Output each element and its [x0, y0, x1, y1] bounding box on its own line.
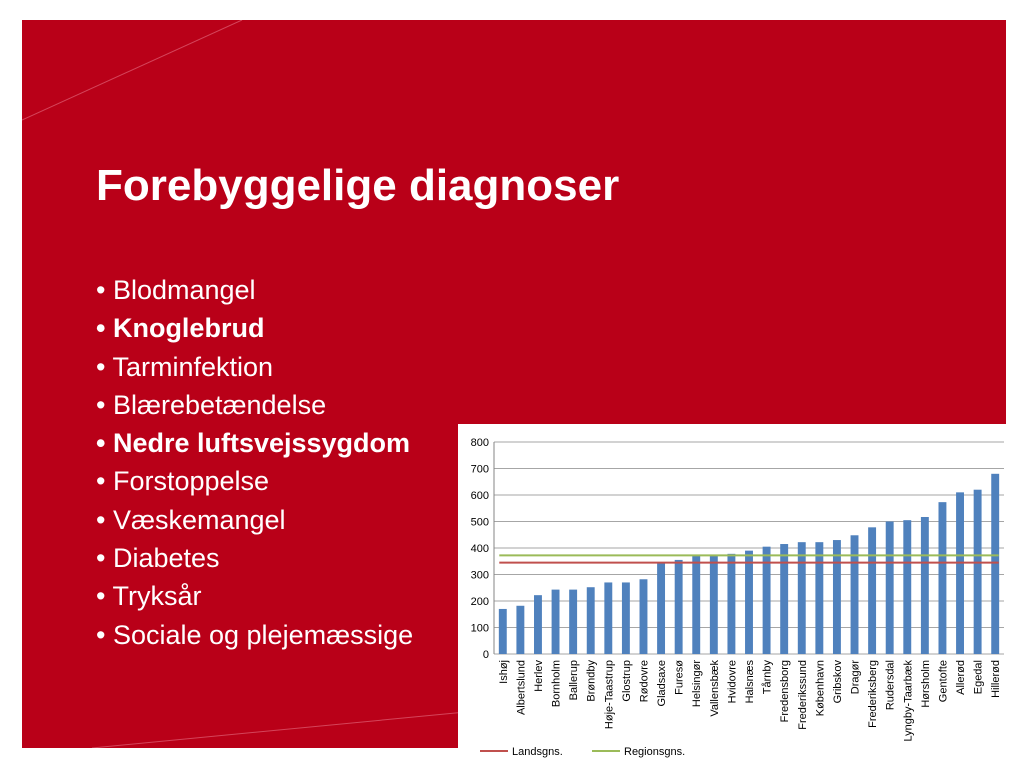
bar — [587, 587, 595, 654]
bar — [886, 522, 894, 655]
y-tick-label: 600 — [470, 490, 489, 502]
y-tick-label: 400 — [470, 543, 489, 555]
bar — [516, 606, 524, 654]
x-tick-label: Hørsholm — [919, 660, 932, 708]
legend-swatch — [480, 750, 508, 752]
x-tick-label: Rødovre — [638, 660, 651, 703]
bar — [833, 540, 841, 654]
bullet-item: • Diabetes — [96, 543, 220, 574]
bar — [692, 556, 700, 654]
bullet-item: • Tryksår — [96, 581, 202, 612]
x-tick-label: Furesø — [673, 660, 686, 695]
legend-swatch — [592, 750, 620, 752]
legend-item-regionsgns — [592, 746, 685, 758]
legend-item-landsgns — [480, 746, 563, 758]
x-tick-label: Egedal — [972, 660, 985, 695]
bullet-item: • Tarminfektion — [96, 351, 274, 382]
slide-title: Forebyggelige diagnoser — [96, 161, 620, 210]
y-tick-label: 200 — [470, 596, 489, 608]
bar — [499, 609, 507, 654]
x-tick-label: Fredensborg — [779, 660, 792, 723]
x-tick-label: Ishøj — [497, 660, 510, 684]
bar — [640, 579, 648, 654]
y-tick-label: 300 — [470, 569, 489, 582]
bar — [745, 551, 753, 654]
bar — [657, 563, 665, 654]
x-tick-label: København — [814, 660, 827, 717]
x-tick-label: Tårnby — [761, 660, 774, 695]
x-tick-label: Gribskov — [831, 660, 844, 704]
bar — [675, 560, 683, 654]
x-tick-label: Herlev — [532, 660, 545, 692]
x-tick-label: Frederiksberg — [867, 660, 880, 728]
x-tick-label: Helsingør — [691, 660, 704, 708]
y-tick-label: 800 — [470, 437, 489, 449]
x-tick-label: Gentofte — [937, 660, 950, 703]
x-tick-label: Frederikssund — [796, 660, 809, 730]
x-tick-label: Ballerup — [568, 660, 581, 701]
x-tick-label: Hillerød — [990, 660, 1003, 698]
bullet-item: • Væskemangel — [96, 504, 286, 535]
x-tick-label: Glostrup — [620, 660, 633, 702]
y-tick-label: 700 — [470, 463, 489, 476]
x-tick-label: Dragør — [849, 660, 862, 695]
x-tick-label: Bornholm — [550, 660, 563, 708]
x-tick-label: Høje-Taastrup — [603, 660, 616, 730]
bar — [727, 554, 735, 654]
bar — [974, 490, 982, 654]
y-tick-label: 0 — [482, 649, 489, 661]
bar — [569, 590, 577, 654]
bar — [868, 527, 876, 654]
bar — [552, 590, 560, 654]
legend-label: Landsgns. — [512, 746, 563, 758]
bar — [710, 556, 718, 654]
y-tick-label: 100 — [470, 622, 489, 635]
x-tick-label: Vallensbæk — [708, 660, 721, 717]
chart-panel — [458, 424, 1006, 768]
bullet-item: • Blærebetændelse — [96, 389, 327, 420]
y-tick-label: 500 — [470, 516, 489, 529]
x-tick-label: Gladsaxe — [656, 660, 669, 707]
bar — [815, 542, 823, 654]
x-tick-label: Lyngby-Taarbæk — [902, 660, 915, 742]
bar — [780, 544, 788, 654]
bar — [956, 492, 964, 654]
bar — [622, 582, 630, 654]
bar — [851, 535, 859, 654]
bullet-item: • Sociale og plejemæssige — [96, 619, 414, 650]
x-tick-label: Halsnæs — [744, 660, 756, 704]
bar — [938, 502, 946, 654]
x-tick-label: Albertslund — [515, 660, 528, 716]
legend-label: Regionsgns. — [624, 746, 686, 758]
bullet-item: • Knoglebrud — [96, 313, 265, 344]
bar — [903, 520, 911, 654]
x-tick-label: Rudersdal — [884, 660, 897, 711]
bar — [798, 542, 806, 654]
bullet-item: • Nedre luftsvejssygdom — [96, 428, 411, 459]
bar — [534, 595, 542, 654]
x-tick-label: Brøndby — [585, 660, 598, 702]
bar — [991, 474, 999, 654]
bullet-item: • Blodmangel — [96, 275, 256, 305]
bullet-list — [96, 271, 413, 654]
x-tick-label: Allerød — [955, 660, 968, 695]
bar — [921, 517, 929, 654]
x-tick-label: Hvidovre — [726, 660, 739, 704]
bar-chart — [458, 424, 1006, 768]
bar — [604, 582, 612, 654]
bullet-item: • Forstoppelse — [96, 466, 270, 497]
